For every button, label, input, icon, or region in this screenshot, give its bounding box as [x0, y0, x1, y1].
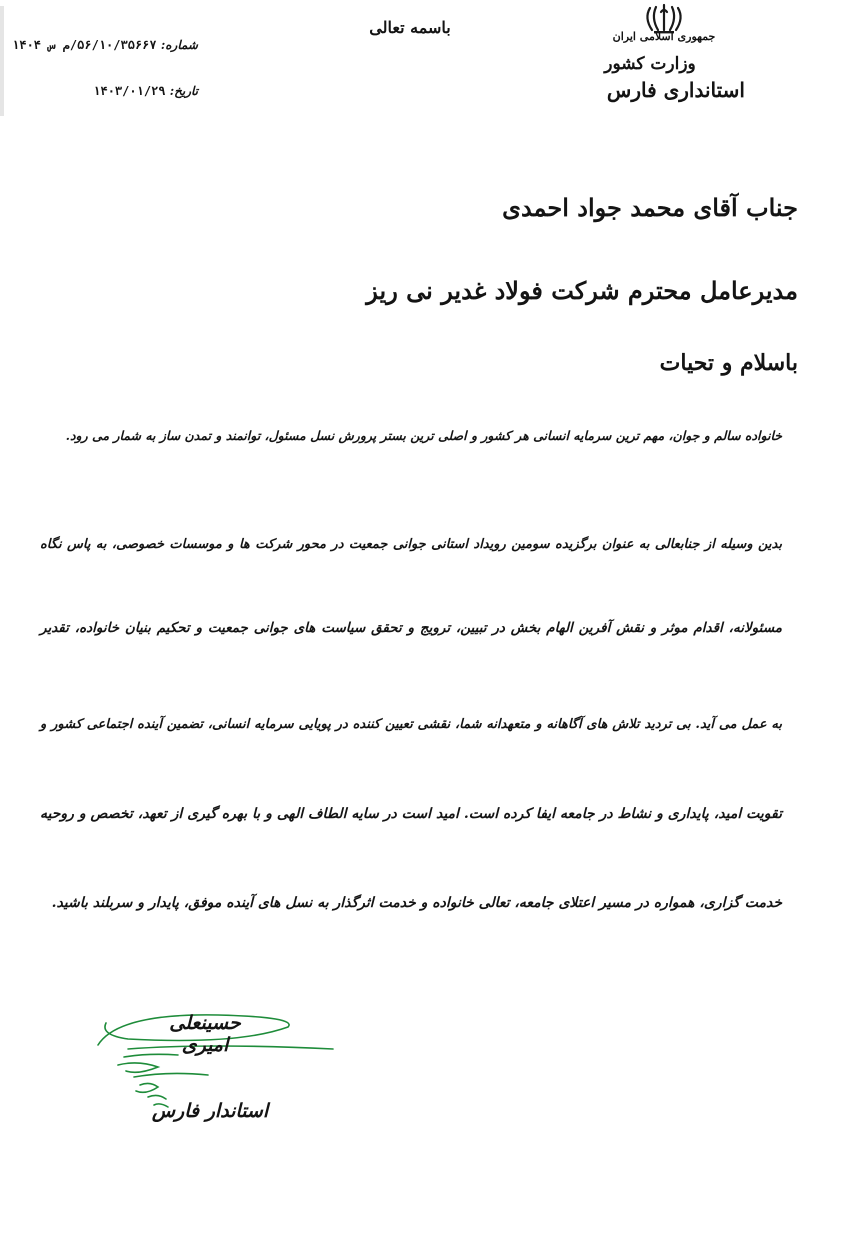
republic-name: جمهوری اسلامی ایران	[612, 30, 716, 43]
body-line: بدین وسیله از جنابعالی به عنوان برگزیده سومین رویداد استانی جوانی جمعیت در محور شرکت ها و موسسات خصوصی، به پاس نگاه	[40, 537, 782, 552]
body-line: مسئولانه، اقدام موثر و نقش آفرین الهام بخش در تبیین، ترویج و تحقق سیاست های جوانی جمعیت و تحکیم بنیان خانواده، تقدیر	[40, 620, 782, 636]
recipient-title: مدیرعامل محترم شرکت فولاد غدیر نی ریز	[366, 276, 798, 305]
invocation: باسمه تعالی	[369, 18, 451, 37]
body-line: به عمل می آید. بی تردید تلاش های آگاهانه و متعهدانه شما، نقشی تعیین کننده در پویایی سرمایه انسانی، تضمین آینده اجتماعی کشور و	[40, 717, 782, 732]
letter-number-label: شماره:	[160, 38, 198, 52]
letter-number-value: ۵۶/۱۰/۳۵۶۶۷/م س ۱۴۰۴	[12, 38, 157, 52]
body-line: خانواده سالم و جوان، مهم ترین سرمایه انسانی هر کشور و اصلی ترین بستر پرورش نسل مسئول، توانمند و تمدن ساز به شمار می رود.	[65, 428, 782, 443]
signatory-name: حسینعلی امیری	[169, 1012, 241, 1056]
body-line: تقویت امید، پایداری و نشاط در جامعه ایفا کرده است. امید است در سایه الطاف الهی و با بهره گیری از تعهد، تخصص و روحیه	[40, 806, 782, 822]
scan-edge	[0, 6, 4, 116]
letter-date-label: تاریخ:	[169, 84, 198, 98]
ministry-name: وزارت کشور	[604, 54, 696, 74]
signatory-title: استاندار فارس	[151, 1100, 269, 1122]
governorate-name: استانداری فارس	[606, 78, 745, 102]
letter-date	[18, 84, 198, 98]
letter-number	[12, 38, 198, 52]
recipient-name: جناب آقای محمد جواد احمدی	[502, 193, 798, 222]
greeting: باسلام و تحیات	[659, 350, 798, 376]
letter-date-value: ۱۴۰۳/۰۱/۲۹	[93, 84, 166, 98]
body-line: خدمت گزاری، همواره در مسیر اعتلای جامعه، تعالی خانواده و خدمت اثرگذار به نسل های آینده موفق، پایدار و سربلند باشید.	[51, 895, 782, 911]
